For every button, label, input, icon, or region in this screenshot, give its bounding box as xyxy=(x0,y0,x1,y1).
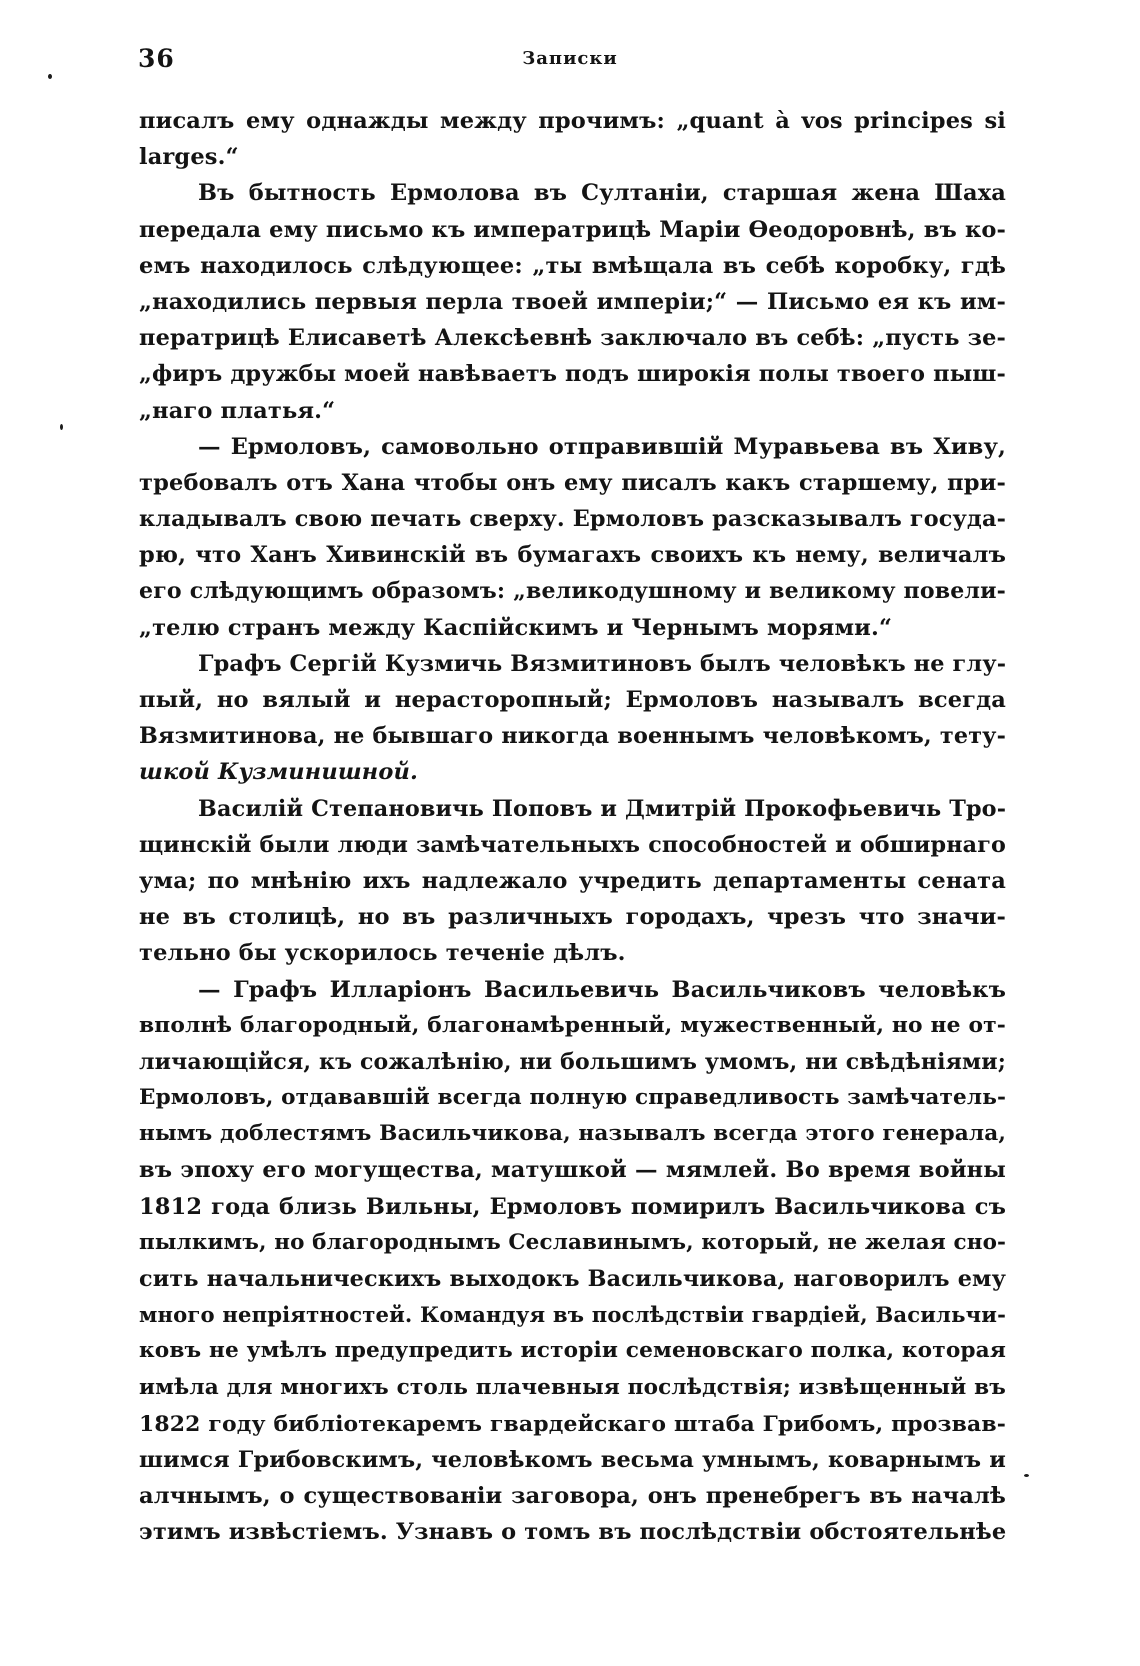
text-line: сить начальническихъ выходокъ Васильчикова, наговорилъ ему xyxy=(139,1266,1006,1292)
text-line: личающійся, къ сожалѣнію, ни большимъ умомъ, ни свѣдѣніями; xyxy=(139,1048,1006,1075)
text-line: шимся Грибовскимъ, человѣкомъ весьма умнымъ, коварнымъ и xyxy=(139,1446,1006,1473)
text-line: тельно бы ускорилось теченіе дѣлъ. xyxy=(139,940,626,967)
text-line: писалъ ему однажды между прочимъ: „quant à vos principes si xyxy=(139,108,1006,134)
text-line: ума; по мнѣнію ихъ надлежало учредить департаменты сената xyxy=(139,867,1006,894)
text-line: „фиръ дружбы моей навѣваетъ подъ широкія полы твоего пыш- xyxy=(139,361,1006,388)
running-head: Записки xyxy=(522,48,618,69)
text-line: ператрицѣ Елисаветѣ Алексѣевнѣ заключало въ себѣ: „пусть зе- xyxy=(139,325,1006,352)
text-line: передала ему письмо къ императрицѣ Маріи Ѳеодоровнѣ, въ ко- xyxy=(139,216,1006,243)
text-line: кладывалъ свою печать сверху. Ермоловъ разсказывалъ госуда- xyxy=(139,506,1006,533)
text-line: ковъ не умѣлъ предупредить исторіи семеновскаго полка, которая xyxy=(139,1338,1006,1364)
text-line: много непріятностей. Командуя въ послѣдствіи гвардіей, Васильчи- xyxy=(139,1302,1006,1328)
text-line: не въ столицѣ, но въ различныхъ городахъ, чрезъ что значи- xyxy=(139,904,1006,931)
paragraph-start-line: Василій Степановичь Поповъ и Дмитрій Прокофьевичь Тро- xyxy=(198,795,1007,822)
text-line: „наго платья.“ xyxy=(139,397,336,424)
text-line: пылкимъ, но благороднымъ Сеславинымъ, который, не желая сно- xyxy=(139,1229,1007,1255)
text-line: пый, но вялый и нерасторопный; Ермоловъ называлъ всегда xyxy=(139,687,1006,713)
text-line: рю, что Ханъ Хивинскій въ бумагахъ своихъ къ нему, величалъ xyxy=(139,542,1006,569)
ink-speck xyxy=(60,424,63,430)
text-line: алчнымъ, о существованіи заговора, онъ пренебрегъ въ началѣ xyxy=(139,1483,1006,1510)
text-line: Вязмитинова, не бывшаго никогда военнымъ человѣкомъ, тету- xyxy=(139,723,1006,750)
text-line: 1822 году библіотекаремъ гвардейскаго штаба Грибомъ, прозвав- xyxy=(139,1410,1006,1437)
text-line: имѣла для многихъ столь плачевныя послѣдствія; извѣщенный въ xyxy=(139,1374,1006,1400)
page-number: 36 xyxy=(138,44,175,73)
text-line: вполнѣ благородный, благонамѣренный, мужественный, но не от- xyxy=(139,1012,1006,1038)
paragraph-start-line: Графъ Сергій Кузмичь Вязмитиновъ былъ человѣкъ не глу- xyxy=(198,650,1007,677)
body-text xyxy=(139,103,1006,1551)
text-line: „находились первыя перла твоей имперіи;“ — Письмо ея къ им- xyxy=(139,288,1006,315)
paragraph-start-line: — Ермоловъ, самовольно отправившій Муравьева въ Хиву, xyxy=(198,433,1006,460)
paragraph-start-line: — Графъ Илларіонъ Васильевичь Васильчиковъ человѣкъ xyxy=(198,976,1006,1003)
text-line: этимъ извѣстіемъ. Узнавъ о томъ въ послѣдствіи обстоятельнѣе xyxy=(139,1519,1007,1546)
ink-speck xyxy=(1024,1474,1029,1477)
text-line: 1812 года близь Вильны, Ермоловъ помирилъ Васильчикова съ xyxy=(139,1193,1006,1220)
ink-speck xyxy=(48,74,52,79)
text-line: требовалъ отъ Хана чтобы онъ ему писалъ какъ старшему, при- xyxy=(139,469,1006,496)
text-line: larges.“ xyxy=(139,144,239,171)
text-line: шкой Кузминишной. xyxy=(139,759,418,786)
text-line: въ эпоху его могущества, матушкой — мямлей. Во время войны xyxy=(139,1157,1006,1184)
text-line: нымъ доблестямъ Васильчикова, называлъ всегда этого генерала, xyxy=(139,1121,1007,1147)
text-line: его слѣдующимъ образомъ: „великодушному и великому повели- xyxy=(139,578,1006,605)
text-line: емъ находилось слѣдующее: „ты вмѣщала въ себѣ коробку, гдѣ xyxy=(139,252,1006,279)
paragraph-start-line: Въ бытность Ермолова въ Султаніи, старшая жена Шаха xyxy=(198,180,1006,207)
text-line: Ермоловъ, отдававшій всегда полную справедливость замѣчатель- xyxy=(139,1085,1007,1111)
text-line: „телю странъ между Каспійскимъ и Чернымъ морями.“ xyxy=(139,614,893,641)
text-line: щинскій были люди замѣчательныхъ способностей и обширнаго xyxy=(139,831,1006,858)
